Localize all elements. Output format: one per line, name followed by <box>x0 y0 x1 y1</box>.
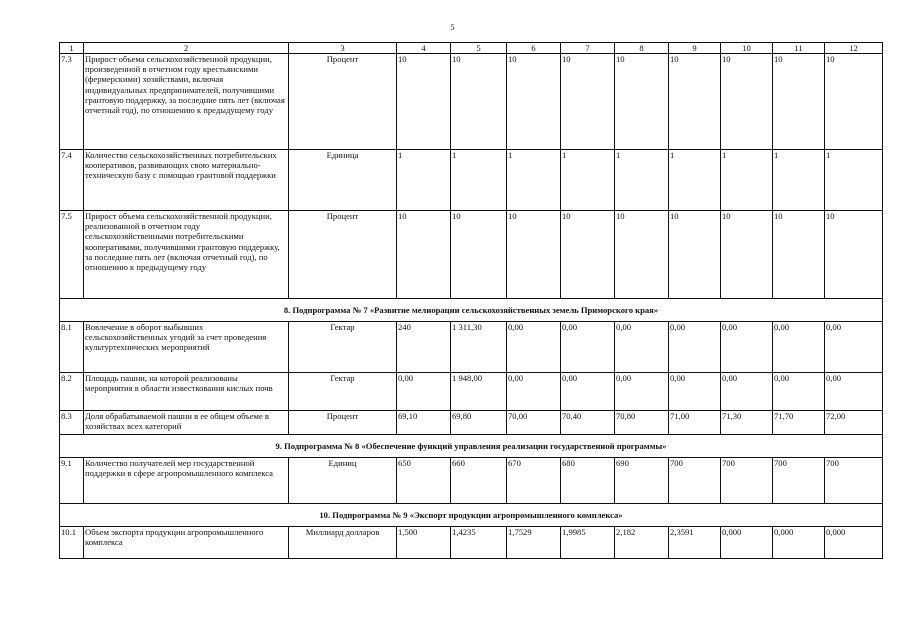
value-cell: 1 <box>825 150 883 211</box>
value-cell: 69,10 <box>397 411 451 435</box>
value-cell: 0,000 <box>721 527 773 559</box>
value-cell: 0,00 <box>561 322 615 373</box>
column-number-5: 5 <box>451 43 507 54</box>
value-cell: 0,00 <box>773 373 825 411</box>
value-cell: 70,80 <box>615 411 669 435</box>
column-number-10: 10 <box>721 43 773 54</box>
value-cell: 1 311,30 <box>451 322 507 373</box>
value-cell: 10 <box>773 211 825 299</box>
value-cell: 0,00 <box>669 373 721 411</box>
indicator-name: Площадь пашни, на которой реализованы мероприятия в области известкования кислых почв <box>84 373 289 411</box>
value-cell: 10 <box>721 211 773 299</box>
value-cell: 0,000 <box>773 527 825 559</box>
value-cell: 680 <box>561 458 615 504</box>
column-number-4: 4 <box>397 43 451 54</box>
value-cell: 0,00 <box>615 373 669 411</box>
value-cell: 0,00 <box>507 373 561 411</box>
value-cell: 1,7529 <box>507 527 561 559</box>
value-cell: 10 <box>615 211 669 299</box>
value-cell: 240 <box>397 322 451 373</box>
value-cell: 0,000 <box>825 527 883 559</box>
table-row <box>60 54 883 150</box>
value-cell: 71,00 <box>669 411 721 435</box>
value-cell: 10 <box>451 211 507 299</box>
section-heading-row <box>60 299 883 322</box>
row-number: 9.1 <box>60 458 84 504</box>
value-cell: 1 <box>507 150 561 211</box>
row-number: 7.5 <box>60 211 84 299</box>
section-heading-row <box>60 435 883 458</box>
value-cell: 700 <box>773 458 825 504</box>
indicator-name: Прирост объема сельскохозяйственной продукции, произведенной в отчетном году крестьянскими (фермерскими) хозяйствами, включая индивидуальных предпринимателей, получившими грантовую поддержку, за последние пять лет (включая отчетный год), по отношению к предыдущему году <box>84 54 289 150</box>
row-number: 10.1 <box>60 527 84 559</box>
value-cell: 700 <box>825 458 883 504</box>
value-cell: 0,00 <box>825 373 883 411</box>
column-number-3: 3 <box>289 43 397 54</box>
value-cell: 0,00 <box>669 322 721 373</box>
column-number-1: 1 <box>60 43 84 54</box>
value-cell: 10 <box>773 54 825 150</box>
column-number-row <box>60 43 883 54</box>
value-cell: 10 <box>507 54 561 150</box>
table-row <box>60 322 883 373</box>
value-cell: 1 <box>561 150 615 211</box>
column-number-2: 2 <box>84 43 289 54</box>
section-8-title: 8. Подпрограмма № 7 «Развитие мелиорации сельскохозяйственных земель Приморского края» <box>60 299 883 322</box>
unit-cell: Единиц <box>289 458 397 504</box>
indicator-name: Прирост объема сельскохозяйственной продукции, реализованной в отчетном году сельскохозяйственными потребительскими кооперативами, получившими грантовую поддержку, за последние пять лет (включая отчетный год), по отношению к предыдущему году <box>84 211 289 299</box>
table-row <box>60 373 883 411</box>
table-row <box>60 411 883 435</box>
value-cell: 1,4235 <box>451 527 507 559</box>
value-cell: 70,40 <box>561 411 615 435</box>
value-cell: 72,00 <box>825 411 883 435</box>
value-cell: 10 <box>507 211 561 299</box>
unit-cell: Миллиард долларов <box>289 527 397 559</box>
table-row <box>60 527 883 559</box>
value-cell: 71,70 <box>773 411 825 435</box>
indicator-name: Доля обрабатываемой пашни в ее общем объеме в хозяйствах всех категорий <box>84 411 289 435</box>
value-cell: 690 <box>615 458 669 504</box>
column-number-8: 8 <box>615 43 669 54</box>
value-cell: 1 <box>669 150 721 211</box>
value-cell: 1,9985 <box>561 527 615 559</box>
value-cell: 1 <box>397 150 451 211</box>
table-row <box>60 150 883 211</box>
value-cell: 10 <box>825 211 883 299</box>
column-number-6: 6 <box>507 43 561 54</box>
page-number: 5 <box>450 23 455 32</box>
value-cell: 650 <box>397 458 451 504</box>
value-cell: 10 <box>451 54 507 150</box>
unit-cell: Процент <box>289 54 397 150</box>
row-number: 8.2 <box>60 373 84 411</box>
column-number-7: 7 <box>561 43 615 54</box>
value-cell: 0,00 <box>397 373 451 411</box>
value-cell: 700 <box>721 458 773 504</box>
value-cell: 71,30 <box>721 411 773 435</box>
value-cell: 10 <box>669 211 721 299</box>
value-cell: 10 <box>825 54 883 150</box>
value-cell: 10 <box>561 54 615 150</box>
unit-cell: Единица <box>289 150 397 211</box>
row-number: 8.1 <box>60 322 84 373</box>
value-cell: 2,3591 <box>669 527 721 559</box>
value-cell: 0,00 <box>507 322 561 373</box>
indicator-name: Объем экспорта продукции агропромышленного комплекса <box>84 527 289 559</box>
section-10-title: 10. Подпрограмма № 9 «Экспорт продукции агропромышленного комплекса» <box>60 504 883 527</box>
row-number: 7.4 <box>60 150 84 211</box>
value-cell: 1 <box>451 150 507 211</box>
indicator-name: Количество получателей мер государственной поддержки в сфере агропромышленного комплекса <box>84 458 289 504</box>
table-row <box>60 211 883 299</box>
value-cell: 0,00 <box>721 373 773 411</box>
value-cell: 2,182 <box>615 527 669 559</box>
unit-cell: Процент <box>289 211 397 299</box>
value-cell: 10 <box>721 54 773 150</box>
value-cell: 10 <box>397 211 451 299</box>
value-cell: 10 <box>397 54 451 150</box>
value-cell: 0,00 <box>561 373 615 411</box>
value-cell: 1 <box>721 150 773 211</box>
row-number: 7.3 <box>60 54 84 150</box>
value-cell: 70,00 <box>507 411 561 435</box>
value-cell: 1 <box>615 150 669 211</box>
value-cell: 1 948,00 <box>451 373 507 411</box>
value-cell: 10 <box>669 54 721 150</box>
value-cell: 69,80 <box>451 411 507 435</box>
column-number-12: 12 <box>825 43 883 54</box>
column-number-11: 11 <box>773 43 825 54</box>
value-cell: 0,00 <box>721 322 773 373</box>
indicator-name: Вовлечение в оборот выбывших сельскохозяйственных угодий за счет проведения культуртехнических мероприятий <box>84 322 289 373</box>
value-cell: 670 <box>507 458 561 504</box>
column-number-9: 9 <box>669 43 721 54</box>
value-cell: 1,500 <box>397 527 451 559</box>
table-row <box>60 458 883 504</box>
unit-cell: Процент <box>289 411 397 435</box>
section-heading-row <box>60 504 883 527</box>
unit-cell: Гектар <box>289 322 397 373</box>
value-cell: 10 <box>615 54 669 150</box>
value-cell: 0,00 <box>773 322 825 373</box>
value-cell: 0,00 <box>825 322 883 373</box>
unit-cell: Гектар <box>289 373 397 411</box>
value-cell: 0,00 <box>615 322 669 373</box>
value-cell: 660 <box>451 458 507 504</box>
value-cell: 10 <box>561 211 615 299</box>
indicators-table <box>59 42 883 559</box>
section-9-title: 9. Подпрограмма № 8 «Обеспечение функций управления реализации государственной программы» <box>60 435 883 458</box>
row-number: 8.3 <box>60 411 84 435</box>
value-cell: 700 <box>669 458 721 504</box>
value-cell: 1 <box>773 150 825 211</box>
indicator-name: Количество сельскохозяйственных потребительских кооперативов, развивающих свою материально-техническую базу с помощью грантовой поддержки <box>84 150 289 211</box>
